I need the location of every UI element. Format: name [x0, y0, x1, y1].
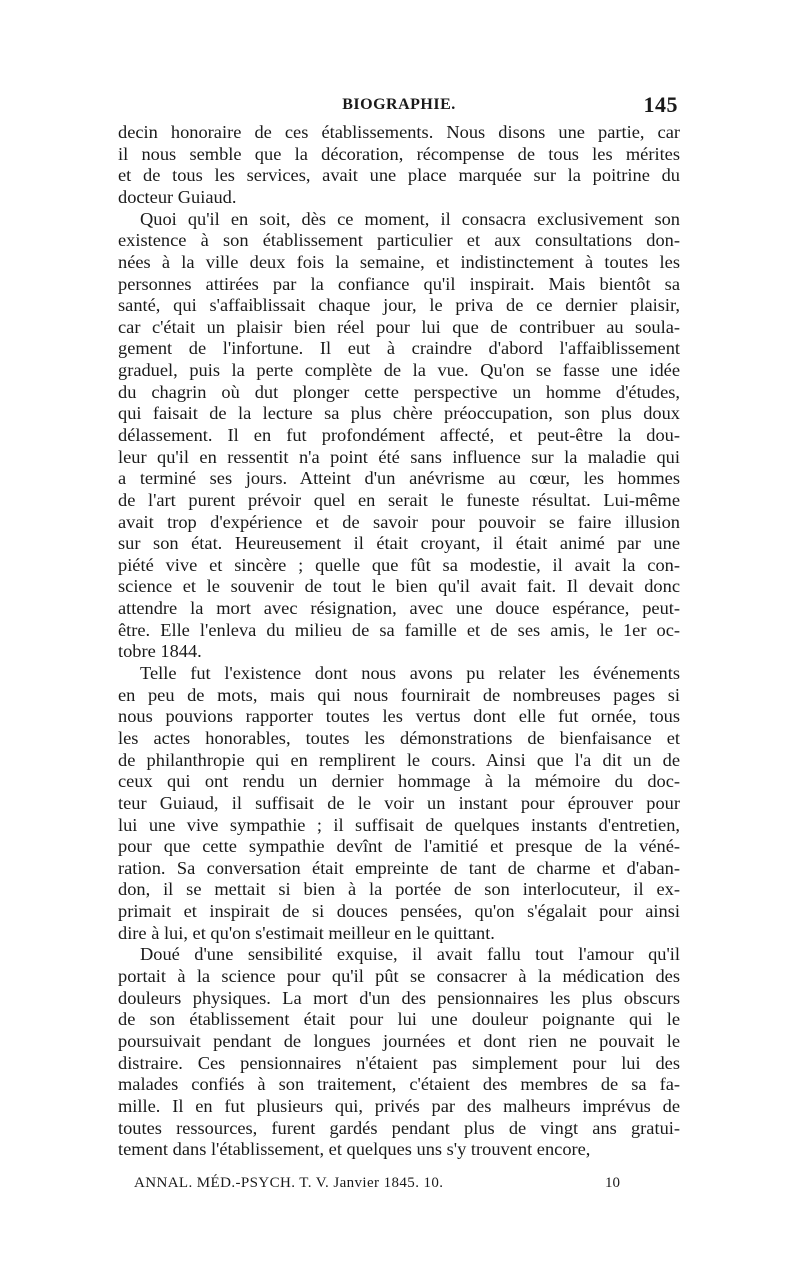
journal-citation: ANNAL. MÉD.-PSYCH. T. V. Janvier 1845. 10. [134, 1174, 444, 1191]
text-line: douleurs physiques. La mort d'un des pensionnaires les plus obscurs [118, 987, 680, 1008]
text-line: les actes honorables, toutes les démonstrations de bienfaisance et [118, 727, 680, 748]
text-line: toutes ressources, furent gardés pendant plus de vingt ans gratui- [118, 1117, 680, 1138]
text-line: mille. Il en fut plusieurs qui, privés par des malheurs imprévus de [118, 1095, 680, 1116]
text-line: Quoi qu'il en soit, dès ce moment, il consacra exclusivement son [140, 208, 680, 229]
text-line: graduel, puis la perte complète de la vue. Qu'on se fasse une idée [118, 360, 680, 381]
text-line: don, il se mettait si bien à la portée de son interlocuteur, il ex- [118, 879, 680, 900]
paragraph [118, 663, 680, 944]
text-line: qui faisait de la lecture sa plus chère préoccupation, son plus doux [118, 403, 680, 424]
text-line: primait et inspirait de si douces pensées, qu'on s'égalait pour ainsi [118, 901, 680, 922]
text-line: de philanthropie qui en remplirent le cours. Ainsi que l'a dit un de [118, 749, 680, 770]
text-line: poursuivait pendant de longues journées et dont rien ne pouvait le [118, 1030, 680, 1051]
text-line: Doué d'une sensibilité exquise, il avait fallu tout l'amour qu'il [140, 944, 680, 965]
text-line: sur son état. Heureusement il était croyant, il était animé par une [118, 533, 680, 554]
text-line: délassement. Il en fut profondément affecté, et peut-être la dou- [118, 424, 680, 445]
text-line: Telle fut l'existence dont nous avons pu relater les événements [140, 663, 680, 684]
text-line: de son établissement était pour lui une douleur poignante qui le [118, 1009, 680, 1030]
text-line: distraire. Ces pensionnaires n'étaient pas simplement pour lui des [118, 1052, 680, 1073]
text-line: gement de l'infortune. Il eut à craindre d'abord l'affaiblissement [118, 338, 680, 359]
text-line: attendre la mort avec résignation, avec une douce espérance, peut- [118, 598, 680, 619]
body-text [118, 122, 680, 1161]
text-line: nées à la ville deux fois la semaine, et indistinctement à toutes les [118, 251, 680, 272]
text-line: tement dans l'établissement, et quelques uns s'y trouvent encore, [118, 1139, 591, 1160]
text-line: teur Guiaud, il suffisait de le voir un instant pour éprouver pour [118, 792, 680, 813]
paragraph [118, 209, 680, 663]
text-line: science et le souvenir de tout le bien qu'il avait fait. Il devait donc [118, 576, 680, 597]
text-line: pour que cette sympathie devînt de l'amitié et presque de la véné- [118, 836, 680, 857]
paragraph [118, 944, 680, 1160]
text-line: portait à la science pour qu'il pût se consacrer à la médication des [118, 966, 680, 987]
text-line: être. Elle l'enleva du milieu de sa famille et de ses amis, le 1er oc- [118, 619, 680, 640]
book-page [118, 92, 680, 1199]
text-line: docteur Guiaud. [118, 186, 237, 207]
text-line: en peu de mots, mais qui nous fournirait de nombreuses pages si [118, 684, 680, 705]
text-line: ration. Sa conversation était empreinte de tant de charme et d'aban- [118, 857, 680, 878]
text-line: lui une vive sympathie ; il suffisait de quelques instants d'entretien, [118, 814, 680, 835]
text-line: du chagrin où dut plonger cette perspective un homme d'études, [118, 381, 680, 402]
text-line: personnes attirées par la confiance qu'il inspirait. Mais bientôt sa [118, 273, 680, 294]
text-line: de l'art purent prévoir quel en serait le funeste résultat. Lui-même [118, 489, 680, 510]
text-line: leur qu'il en ressentit n'a point été sans influence sur la maladie qui [118, 446, 680, 467]
text-line: piété vive et sincère ; quelle que fût sa modestie, il avait la con- [118, 554, 680, 575]
text-line: nous pouvions rapporter toutes les vertus dont elle fut ornée, tous [118, 706, 680, 727]
text-line: malades confiés à son traitement, c'étaient des membres de sa fa- [118, 1074, 680, 1095]
text-line: tobre 1844. [118, 641, 202, 662]
text-line: et de tous les services, avait une place marquée sur la poitrine du [118, 165, 680, 186]
running-title: BIOGRAPHIE. [342, 96, 456, 113]
running-head [118, 92, 680, 122]
page-number: 145 [643, 92, 678, 117]
text-line: avait trop d'expérience et de savoir pour pouvoir se faire illusion [118, 511, 680, 532]
text-line: existence à son établissement particulier et aux consultations don- [118, 230, 680, 251]
text-line: dire à lui, et qu'on s'estimait meilleur en le quittant. [118, 922, 495, 943]
text-line: decin honoraire de ces établissements. Nous disons une partie, car [118, 122, 680, 142]
paragraph [118, 122, 680, 209]
text-line: car c'était un plaisir bien réel pour lui que de contribuer au soula- [118, 316, 680, 337]
text-line: santé, qui s'affaiblissait chaque jour, le priva de ce dernier plaisir, [118, 295, 680, 316]
signature-mark: 10 [605, 1174, 620, 1191]
text-line: ceux qui ont rendu un dernier hommage à la mémoire du doc- [118, 771, 680, 792]
text-line: a terminé ses jours. Atteint d'un anévrisme au cœur, les hommes [118, 468, 680, 489]
text-line: il nous semble que la décoration, récompense de tous les mérites [118, 143, 680, 164]
page-footer [118, 1175, 680, 1199]
